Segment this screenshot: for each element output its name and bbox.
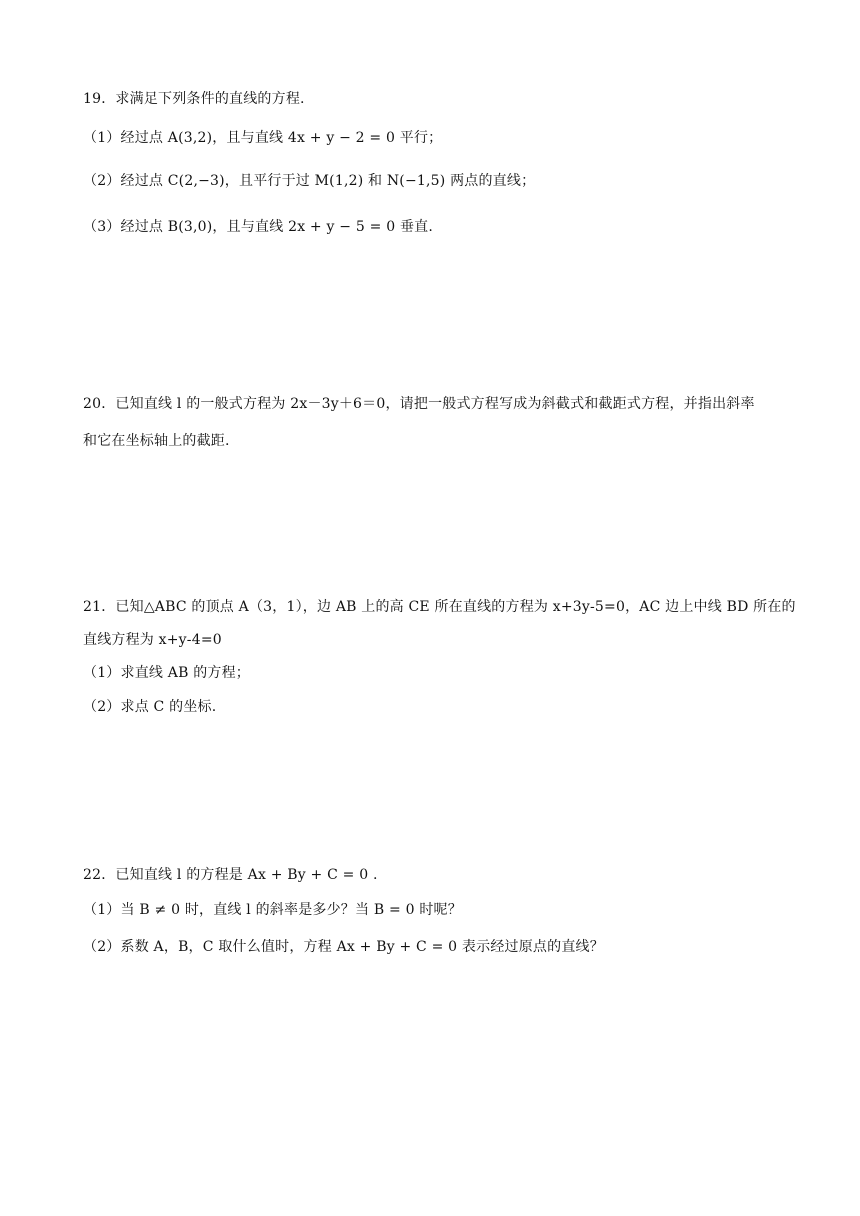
question-19-stem: 19．求满足下列条件的直线的方程. [83,91,305,107]
question-22-part-2: （2）系数 A，B，C 取什么值时，方程 Ax + By + C = 0 表示经过原点的直线？ [83,939,604,955]
question-22-stem: 22．已知直线 l 的方程是 Ax + By + C = 0 . [83,867,378,883]
question-20-stem-line-1: 20．已知直线 l 的一般式方程为 2x－3y＋6＝0，请把一般式方程写成为斜截式和截距式方程，并指出斜率 [83,396,755,412]
question-20-stem-line-2: 和它在坐标轴上的截距. [83,433,230,449]
question-19-part-1: （1）经过点 A(3,2)，且与直线 4x + y − 2 = 0 平行； [83,130,443,146]
question-21-part-1: （1）求直线 AB 的方程； [83,665,251,681]
question-19-part-2: （2）经过点 C(2,−3)，且平行于过 M(1,2) 和 N(−1,5) 两点的直线； [83,173,536,189]
question-21-part-2: （2）求点 C 的坐标. [83,699,217,715]
question-21-stem-line-2: 直线方程为 x+y-4=0 [83,632,222,648]
question-21-stem-line-1: 21．已知△ABC 的顶点 A（3，1），边 AB 上的高 CE 所在直线的方程为 x+3y-5=0，AC 边上中线 BD 所在的 [83,599,796,615]
question-22-part-1: （1）当 B ≠ 0 时，直线 l 的斜率是多少？当 B = 0 时呢？ [83,902,462,918]
question-19-part-3: （3）经过点 B(3,0)，且与直线 2x + y − 5 = 0 垂直. [83,219,434,235]
